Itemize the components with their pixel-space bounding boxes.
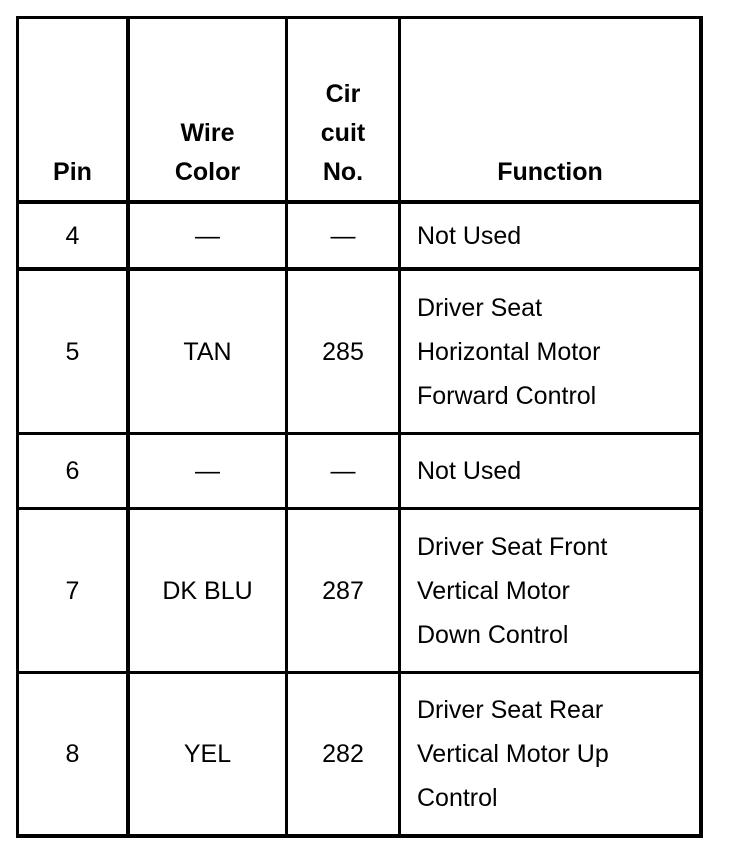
header-function-line: Function	[497, 158, 603, 186]
header-circuit-no	[288, 19, 398, 200]
cell-pin: 4	[65, 221, 80, 250]
header-pin	[19, 19, 126, 200]
function-line: Driver Seat	[417, 293, 543, 322]
function-line: Vertical Motor	[417, 576, 570, 605]
header-pin-line: Pin	[53, 158, 92, 186]
cell-circuit-no: 285	[322, 337, 364, 366]
cell-function	[401, 271, 699, 432]
cell-wire-color: DK BLU	[162, 576, 253, 605]
header-function	[401, 19, 699, 200]
function-line: Not Used	[417, 457, 522, 485]
table-bottom-border	[16, 834, 703, 838]
header-wire-color-line: Color	[174, 158, 241, 186]
header-circuit-no-line: Cir	[325, 80, 361, 108]
cell-wire-color: —	[195, 221, 220, 250]
table-right-border	[699, 16, 703, 838]
cell-pin: 6	[65, 457, 80, 485]
cell-circuit-no: —	[330, 457, 356, 485]
header-circuit-no-line: cuit	[320, 119, 366, 147]
function-line: Vertical Motor Up	[417, 740, 609, 768]
function-line: Control	[417, 784, 498, 812]
function-line: Forward Control	[417, 381, 597, 410]
cell-function	[401, 674, 699, 834]
function-line: Down Control	[417, 620, 569, 649]
cell-pin: 7	[65, 576, 80, 605]
cell-wire-color: TAN	[183, 337, 232, 366]
function-line: Driver Seat Rear	[417, 696, 604, 724]
cell-pin: 5	[65, 337, 80, 366]
header-wire-color	[130, 19, 285, 200]
cell-circuit-no: 287	[322, 576, 364, 605]
function-line: Horizontal Motor	[417, 337, 601, 366]
cell-wire-color: YEL	[183, 740, 232, 768]
cell-wire-color: —	[195, 457, 220, 485]
cell-circuit-no: 282	[322, 740, 364, 768]
header-circuit-no-line: No.	[322, 158, 364, 186]
cell-pin: 8	[65, 740, 80, 768]
cell-function	[401, 510, 699, 671]
header-wire-color-line: Wire	[180, 119, 235, 147]
cell-circuit-no: —	[330, 221, 356, 250]
cell-function	[401, 204, 699, 267]
cell-function	[401, 435, 699, 507]
function-line: Not Used	[417, 221, 522, 250]
function-line: Driver Seat Front	[417, 532, 608, 561]
